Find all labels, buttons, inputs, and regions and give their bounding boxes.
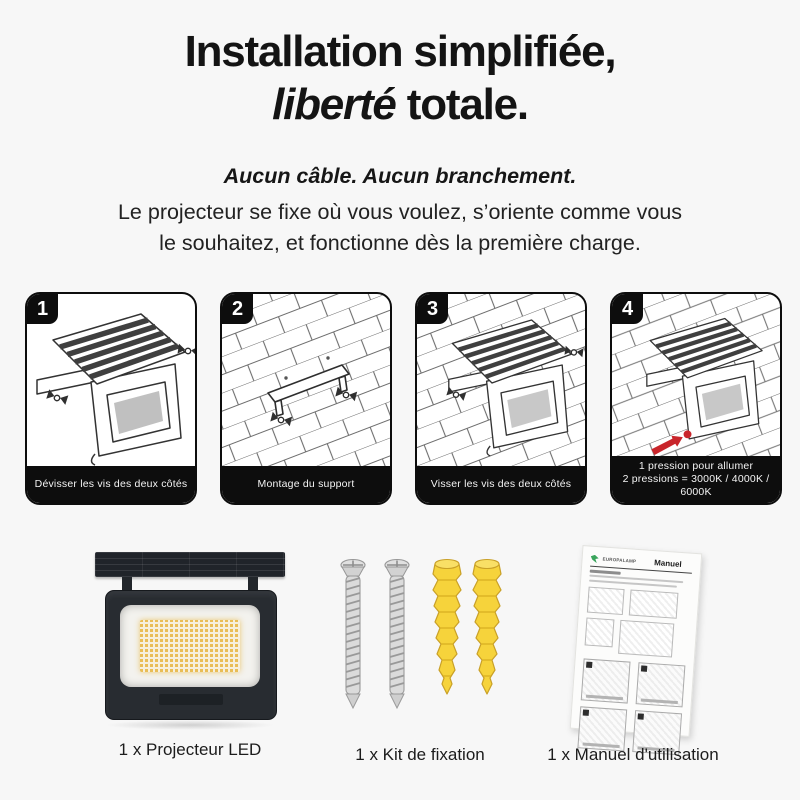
manual-sketch [618, 619, 674, 657]
solar-panel-top [95, 552, 285, 577]
step4-caption-line1: 1 pression pour allumer [638, 460, 754, 472]
title-line2-rest: totale. [395, 79, 528, 129]
manual-caption: 1 x Manuel d'utilisation [547, 745, 719, 764]
screws-and-anchors-drawing [335, 556, 505, 714]
fixation-kit-photo [335, 556, 505, 714]
wing-screw-icon [46, 389, 68, 405]
kit-caption: 1 x Kit de fixation [355, 745, 485, 764]
subtitle: Aucun câble. Aucun branchement. [223, 164, 577, 188]
manual-sketch [587, 586, 625, 614]
step-number-badge: 4 [612, 294, 643, 324]
step-number-badge: 1 [27, 294, 58, 324]
title-line2-italic: liberté [272, 79, 396, 129]
manual-brand-logo [590, 554, 599, 563]
projector-caption: 1 x Projecteur LED [118, 740, 262, 759]
projector-photo [90, 550, 290, 730]
step3-caption [417, 466, 585, 503]
projector-bottom-tab [159, 694, 223, 705]
screw-drawing [341, 560, 365, 709]
power-button-dot [684, 430, 692, 438]
step2-caption [222, 466, 390, 503]
manual-photo [570, 545, 704, 743]
step-card-4 [610, 292, 782, 505]
manual-sketch [585, 617, 615, 647]
step2-caption-line: Montage du support [257, 478, 355, 490]
lead-paragraph [0, 197, 800, 259]
step3-caption-line: Visser les vis des deux côtés [430, 478, 572, 490]
projector-body [105, 590, 277, 720]
hanging-hook [92, 454, 96, 465]
manual-figure-row [587, 586, 691, 619]
manual-brand-text: EUROPALAMP [602, 556, 637, 564]
drill-hole [284, 376, 287, 379]
projector-shadow [105, 720, 275, 730]
manual-mini-step [581, 658, 631, 703]
manual-text-bar [590, 569, 621, 574]
step-number-badge: 3 [417, 294, 448, 324]
drill-hole [326, 356, 329, 359]
title-line1: Installation simplifiée, [184, 27, 616, 76]
manual-sketch [629, 589, 679, 618]
manual-mini-step [636, 662, 686, 707]
lead-line2: le souhaitez, et fonctionne dès la première charge. [159, 231, 641, 255]
step-card-2 [220, 292, 392, 505]
lead-line1: Le projecteur se fixe où vous voulez, s’oriente comme vous [117, 200, 683, 224]
step1-caption [27, 466, 195, 503]
step4-caption-line2: 2 pressions = 3000K / 4000K / 6000K [622, 473, 770, 498]
step-number-badge: 2 [222, 294, 253, 324]
manual-page [570, 545, 703, 737]
wall-anchor-drawing [433, 560, 461, 695]
step1-caption-line: Dévisser les vis des deux côtés [34, 478, 188, 490]
projector-lens [120, 605, 260, 687]
page-title [0, 26, 800, 132]
step-card-3 [415, 292, 587, 505]
step4-caption [612, 456, 780, 503]
led-array [140, 620, 240, 672]
manual-steps-grid [577, 658, 685, 755]
step-card-1 [25, 292, 197, 505]
manual-figure-row [584, 617, 688, 658]
manual-title: Manuel [653, 558, 682, 569]
